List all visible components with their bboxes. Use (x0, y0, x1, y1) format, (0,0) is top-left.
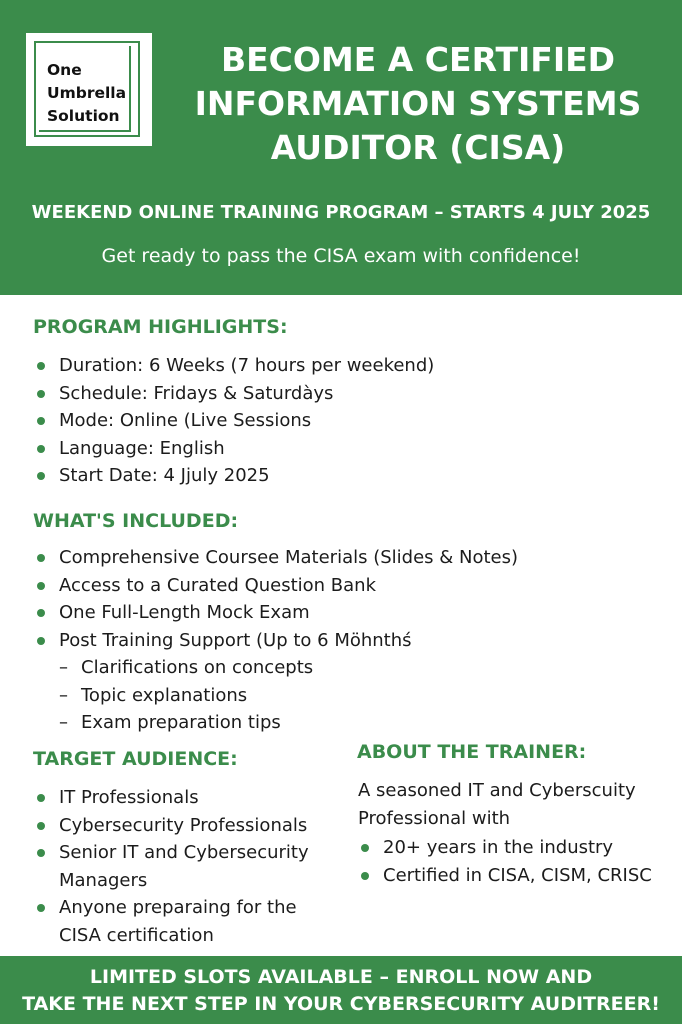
list-item-text: Access to a Curated Question Bank (59, 574, 377, 596)
bullet-icon (37, 637, 45, 645)
call-to-action (0, 964, 682, 1018)
highlights-list (33, 352, 663, 490)
page-title (168, 38, 668, 170)
bullet-icon (361, 844, 369, 852)
audience-heading: TARGET AUDIENCE: (33, 748, 238, 770)
list-item (33, 599, 673, 627)
list-item-text: Start Date: 4 Jjuly 2025 (59, 465, 270, 486)
bullet-icon (37, 822, 45, 830)
trainer-heading: ABOUT THE TRAINER: (357, 741, 587, 763)
highlights-heading: PROGRAM HIGHLIGHTS: (33, 316, 288, 338)
list-item-text: Certified in CISA, CISM, CRISC (383, 864, 652, 886)
list-item (33, 380, 663, 408)
list-item (33, 462, 663, 490)
bullet-icon (37, 445, 45, 453)
bullet-icon (37, 609, 45, 617)
sub-list-item-text: Exam preparation tips (81, 712, 281, 733)
list-item-text: Senior IT and Cybersecurity Managers (59, 842, 309, 891)
bullet-icon (361, 872, 369, 880)
included-list (33, 544, 673, 737)
dash-icon: – (59, 712, 68, 733)
bullet-icon (37, 904, 45, 912)
support-sublist (59, 654, 673, 737)
list-item-text: Post Training Support (Up to 6 Möhnthś (59, 629, 412, 651)
bullet-icon (37, 362, 45, 370)
logo-line-3: Solution (47, 107, 120, 125)
dash-icon: – (59, 657, 68, 678)
included-heading: WHAT'S INCLUDED: (33, 510, 239, 532)
bullet-icon (37, 849, 45, 857)
list-item (33, 435, 663, 463)
list-item (33, 352, 663, 380)
title-line-3: AUDITOR (CISA) (270, 128, 566, 167)
title-line-2: INFORMATION SYSTEMS (194, 84, 642, 123)
logo-text (47, 59, 157, 128)
list-item-text: Language: English (59, 437, 225, 459)
list-item-text: Mode: Online (Live Sessions (59, 410, 312, 431)
list-item-text: IT Professionals (59, 787, 199, 808)
logo-line-2: Umbrella (47, 84, 127, 102)
list-item-text: Comprehensive Coursee Materials (Slides & Notes) (59, 547, 519, 568)
bullet-icon (37, 554, 45, 562)
list-item (33, 784, 333, 812)
cta-line-2: TAKE THE NEXT STEP IN YOUR CYBERSECURITY AUDITREER! (22, 993, 660, 1015)
list-item (33, 812, 333, 840)
list-item (33, 627, 673, 737)
trainer-list (357, 834, 667, 889)
footer-banner (0, 956, 682, 1024)
list-item (33, 894, 333, 949)
sub-list-item (59, 654, 673, 682)
bullet-icon (37, 417, 45, 425)
list-item-text: 20+ years in the industry (383, 837, 614, 858)
list-item-text: One Full-Length Mock Exam (59, 602, 310, 623)
list-item-text: Schedule: Fridays & Saturdàys (59, 382, 334, 404)
logo-line-1: One (47, 61, 82, 79)
list-item (33, 839, 333, 894)
header-banner (0, 0, 682, 295)
dash-icon: – (59, 684, 68, 706)
bullet-icon (37, 390, 45, 398)
bullet-icon (37, 794, 45, 802)
company-logo (26, 33, 152, 146)
sub-list-item-text: Clarifications on concepts (81, 657, 314, 678)
list-item (33, 407, 663, 435)
trainer-intro: A seasoned IT and Cyberscuity Professional with (358, 780, 636, 829)
list-item (33, 544, 673, 572)
list-item-text: Duration: 6 Weeks (7 hours per weekend) (59, 355, 435, 376)
list-item (33, 572, 673, 600)
sub-list-item (59, 709, 673, 737)
cta-line-1: LIMITED SLOTS AVAILABLE – ENROLL NOW AND (89, 966, 593, 988)
program-subtitle: WEEKEND ONLINE TRAINING PROGRAM – STARTS 4 JULY 2025 (31, 202, 651, 223)
list-item-text: Anyone preparaing for the CISA certification (59, 897, 297, 946)
bullet-icon (37, 582, 45, 590)
sub-list-item-text: Topic explanations (81, 684, 248, 706)
title-line-1: BECOME A CERTIFIED (220, 40, 616, 79)
bullet-icon (37, 472, 45, 480)
tagline: Get ready to pass the CISA exam with confidence! (101, 245, 581, 267)
audience-list (33, 784, 333, 949)
list-item (357, 862, 667, 890)
list-item-text: Cybersecurity Professionals (59, 814, 308, 836)
sub-list-item (59, 682, 673, 710)
list-item (357, 834, 667, 862)
